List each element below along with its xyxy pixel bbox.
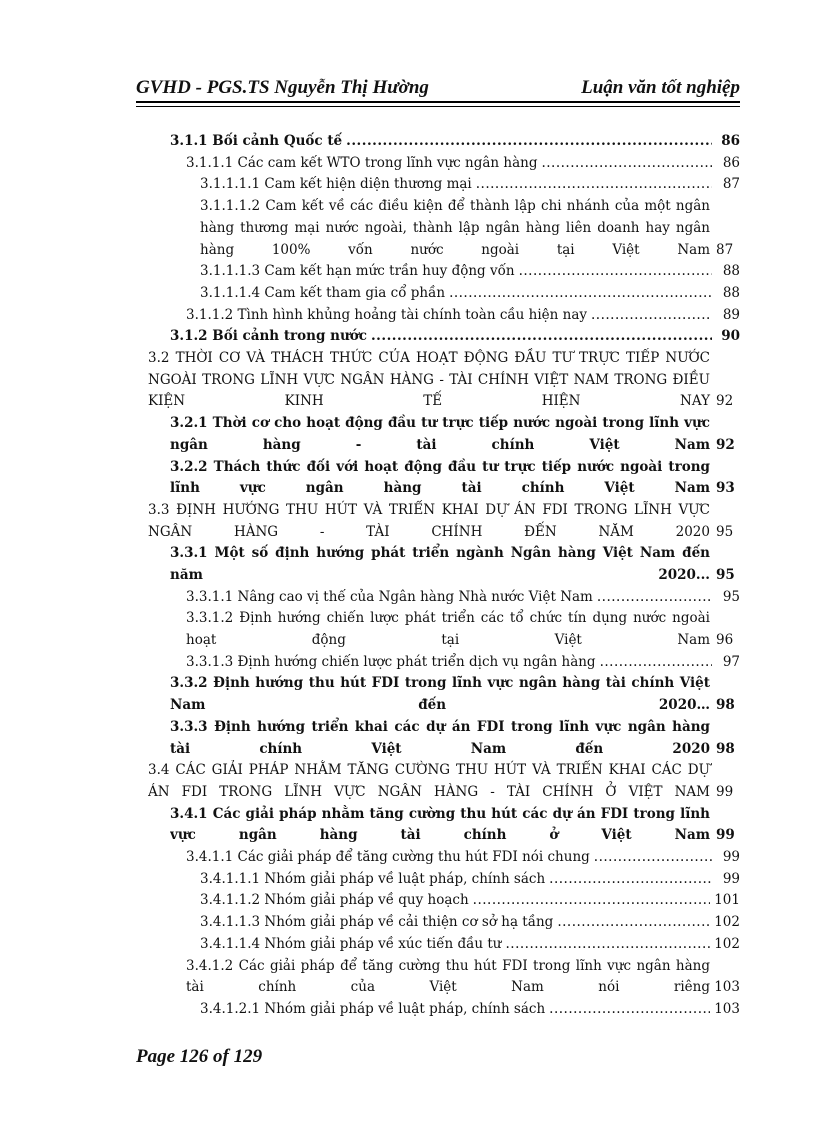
header-advisor: GVHD - PGS.TS Nguyễn Thị Hường	[136, 77, 429, 98]
toc-entry[interactable]	[186, 608, 740, 651]
toc-entry-page: 88	[722, 263, 740, 280]
toc-entry-page: 89	[722, 306, 740, 323]
toc-entry[interactable]	[170, 804, 740, 847]
toc-entry-title: 3.2 THỜI CƠ VÀ THÁCH THỨC CỦA HOẠT ĐỘNG ĐẦU TƯ TRỰC TIẾP NƯỚC NGOÀI TRONG LĨNH VỰC NGÂN HÀNG - TÀI CHÍNH VIỆT NAM TRONG ĐIỀU KIỆN KINH TẾ HIỆN NAY	[148, 350, 710, 410]
toc-entry-page: 99	[712, 825, 740, 847]
toc-entry[interactable]	[200, 196, 740, 261]
toc-entry-title: 3.1.1.1.2 Cam kết về các điều kiện để thành lập chi nhánh của một ngân hàng thương mại nước ngoài, thành lập ngân hàng liên doanh hay ngân hàng 100% vốn nước ngoài tại Việt Nam	[200, 198, 710, 258]
toc-entry-page: 101	[714, 892, 740, 909]
toc-entry-title: 3.4.1.2 Các giải pháp để tăng cường thu hút FDI trong lĩnh vực ngân hàng tài chính của Việt Nam nói riêng	[186, 957, 710, 996]
toc-entry-title: 3.4.1.2.1 Nhóm giải pháp về luật pháp, chính sách	[200, 1000, 546, 1017]
toc-entry-title: 3.4.1.1 Các giải pháp để tăng cường thu hút FDI nói chung	[186, 849, 590, 866]
toc-entry-title: 3.4 CÁC GIẢI PHÁP NHẰM TĂNG CƯỜNG THU HÚT VÀ TRIỂN KHAI CÁC DỰ ÁN FDI TRONG LĨNH VỰC NGÂN HÀNG - TÀI CHÍNH Ở VIỆT NAM	[148, 762, 710, 800]
toc-entry-page: 88	[722, 284, 740, 301]
toc-dot-leader	[346, 131, 712, 149]
toc-entry-page: 95	[712, 522, 740, 544]
toc-entry-page: 87	[722, 176, 740, 193]
toc-dot-leader	[594, 847, 712, 865]
toc-entry-title: 3.2.2 Thách thức đối với hoạt động đầu tư trực tiếp nước ngoài trong lĩnh vực ngân hàng tài chính Việt Nam	[170, 458, 710, 497]
toc-entry[interactable]	[148, 760, 740, 803]
toc-entry-title: 3.3 ĐỊNH HƯỚNG THU HÚT VÀ TRIỂN KHAI DỰ ÁN FDI TRONG LĨNH VỰC NGÂN HÀNG - TÀI CHÍNH ĐẾN NĂM 2020	[148, 501, 710, 540]
toc-entry-title: 3.2.1 Thời cơ cho hoạt động đầu tư trực tiếp nước ngoài trong lĩnh vực ngân hàng - tài chính Việt Nam	[170, 415, 710, 453]
toc-entry-page: 98	[712, 695, 740, 717]
toc-entry-title: 3.3.1.3 Định hướng chiến lược phát triển dịch vụ ngân hàng	[186, 653, 596, 670]
toc-entry-title: 3.4.1.1.4 Nhóm giải pháp về xúc tiến đầu tư	[200, 935, 502, 952]
toc-entry-page: 93	[712, 478, 740, 500]
toc-entry[interactable]	[186, 956, 740, 999]
toc-entry-page: 86	[721, 133, 740, 149]
toc-dot-leader	[519, 261, 712, 279]
page-number: Page 126 of 129	[136, 1046, 263, 1067]
toc-entry-title: 3.1.1 Bối cảnh Quốc tế	[170, 133, 343, 149]
toc-dot-leader	[600, 652, 712, 670]
toc-dot-leader	[557, 912, 710, 930]
toc-dot-leader	[549, 869, 712, 887]
toc-entry[interactable]	[200, 999, 740, 1021]
toc-entry[interactable]	[148, 348, 740, 413]
toc-entry[interactable]	[200, 890, 740, 912]
toc-entry-page: 98	[712, 739, 740, 761]
toc-entry[interactable]	[200, 934, 740, 956]
toc-entry[interactable]	[200, 174, 740, 196]
toc-entry-page: 102	[714, 914, 740, 931]
toc-entry[interactable]	[186, 305, 740, 327]
table-of-contents	[148, 131, 740, 1021]
toc-dot-leader	[541, 153, 712, 171]
toc-entry[interactable]	[186, 847, 740, 869]
toc-entry-page: 99	[712, 782, 740, 804]
toc-entry[interactable]	[186, 587, 740, 609]
toc-entry-title: 3.3.1.2 Định hướng chiến lược phát triển các tổ chức tín dụng nước ngoài hoạt động tại Việt Nam	[186, 610, 710, 649]
toc-entry-page: 92	[712, 391, 740, 413]
toc-entry[interactable]	[200, 912, 740, 934]
toc-entry[interactable]	[186, 153, 740, 175]
toc-entry-title: 3.1.1.1 Các cam kết WTO trong lĩnh vực ngân hàng	[186, 154, 538, 171]
toc-entry[interactable]	[170, 413, 740, 456]
toc-entry-page: 92	[712, 435, 740, 457]
toc-dot-leader	[476, 174, 712, 192]
toc-entry[interactable]	[170, 543, 740, 586]
toc-entry[interactable]	[200, 283, 740, 305]
toc-entry-title: 3.3.1 Một số định hướng phát triển ngành Ngân hàng Việt Nam đến năm 2020...	[170, 545, 710, 583]
toc-dot-leader	[449, 283, 712, 301]
toc-entry-page: 99	[722, 849, 740, 866]
toc-entry[interactable]	[170, 717, 740, 760]
toc-entry[interactable]	[200, 261, 740, 283]
toc-entry-page: 95	[712, 565, 740, 587]
toc-entry-page: 95	[722, 588, 740, 605]
toc-dot-leader	[371, 326, 712, 344]
toc-entry-title: 3.3.2 Định hướng thu hút FDI trong lĩnh vực ngân hàng tài chính Việt Nam đến 2020…	[170, 675, 710, 714]
toc-entry-title: 3.1.1.1.4 Cam kết tham gia cổ phần	[200, 284, 446, 301]
toc-entry-title: 3.1.1.2 Tình hình khủng hoảng tài chính toàn cầu hiện nay	[186, 306, 588, 323]
toc-entry-title: 3.1.1.1.1 Cam kết hiện diện thương mại	[200, 176, 472, 193]
header-rule-thick	[136, 101, 740, 103]
toc-dot-leader	[591, 305, 712, 323]
toc-entry-page: 97	[722, 653, 740, 670]
toc-entry-title: 3.3.1.1 Nâng cao vị thế của Ngân hàng Nhà nước Việt Nam	[186, 588, 593, 605]
toc-entry-title: 3.1.1.1.3 Cam kết hạn mức trần huy động vốn	[200, 263, 515, 280]
toc-entry-page: 86	[722, 154, 740, 171]
toc-entry-title: 3.3.3 Định hướng triển khai các dự án FDI trong lĩnh vực ngân hàng tài chính Việt Nam đến 2020	[170, 718, 710, 757]
toc-entry[interactable]	[186, 652, 740, 674]
toc-entry-title: 3.4.1 Các giải pháp nhằm tăng cường thu hút các dự án FDI trong lĩnh vực ngân hàng tài chính ở Việt Nam	[170, 805, 710, 844]
toc-entry[interactable]	[148, 500, 740, 543]
toc-dot-leader	[549, 999, 710, 1017]
toc-entry-title: 3.4.1.1.3 Nhóm giải pháp về cải thiện cơ sở hạ tầng	[200, 914, 554, 931]
toc-entry[interactable]	[200, 869, 740, 891]
header-document-type: Luận văn tốt nghiệp	[581, 77, 740, 98]
toc-entry-title: 3.4.1.1.2 Nhóm giải pháp về quy hoạch	[200, 892, 469, 909]
toc-entry[interactable]	[170, 673, 740, 716]
header-rule-thin	[136, 106, 740, 107]
toc-entry[interactable]	[170, 457, 740, 500]
toc-entry[interactable]	[170, 326, 740, 348]
toc-entry[interactable]	[170, 131, 740, 153]
toc-dot-leader	[506, 934, 711, 952]
page-header	[136, 77, 740, 99]
toc-dot-leader	[597, 587, 712, 605]
toc-entry-page: 99	[722, 870, 740, 887]
toc-entry-page: 90	[721, 328, 740, 345]
toc-dot-leader	[473, 890, 711, 908]
toc-entry-page: 103	[714, 1000, 740, 1017]
toc-entry-page: 96	[712, 630, 740, 652]
toc-entry-page: 102	[714, 935, 740, 952]
toc-entry-title: 3.4.1.1.1 Nhóm giải pháp về luật pháp, chính sách	[200, 870, 546, 887]
toc-entry-page: 103	[710, 977, 740, 999]
toc-entry-title: 3.1.2 Bối cảnh trong nước	[170, 328, 367, 345]
toc-entry-page: 87	[712, 240, 740, 262]
